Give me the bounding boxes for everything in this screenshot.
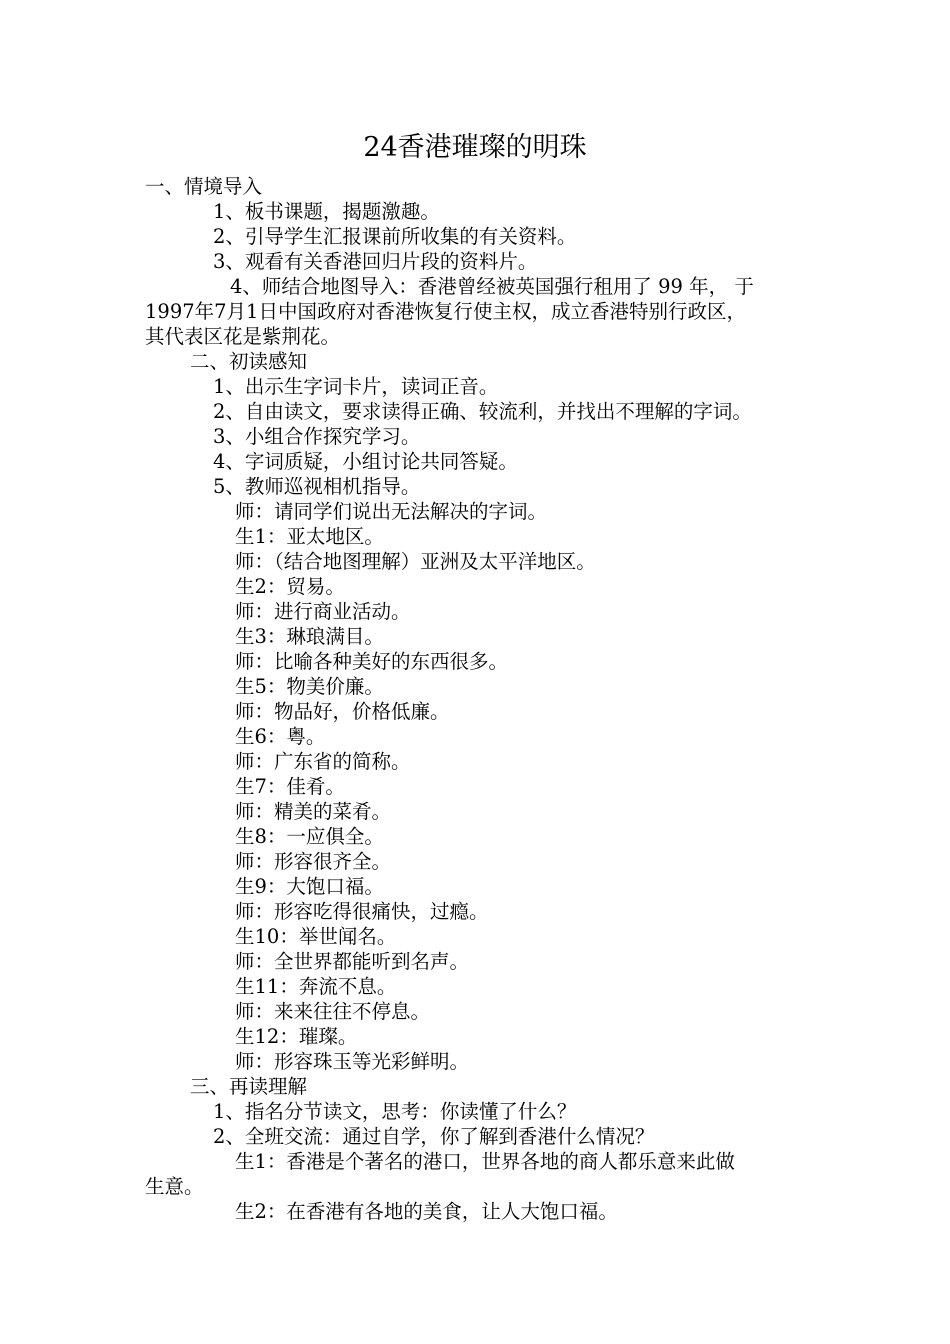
dialogue-line: 师：来来往往不停息。 bbox=[235, 1000, 431, 1023]
paragraph bbox=[145, 274, 825, 349]
list-item: 2、自由读文，要求读得正确、较流利，并找出不理解的字词。 bbox=[213, 400, 752, 423]
dialogue-line: 师：形容很齐全。 bbox=[235, 850, 392, 873]
list-item: 3、观看有关香港回归片段的资料片。 bbox=[213, 250, 538, 273]
dialogue-line: 生12：璀璨。 bbox=[235, 1025, 358, 1048]
dialogue-line: 师：物品好，价格低廉。 bbox=[235, 700, 450, 723]
section-heading: 二、初读感知 bbox=[190, 350, 308, 373]
section-heading: 三、再读理解 bbox=[190, 1075, 308, 1098]
dialogue-line: 生1：亚太地区。 bbox=[235, 525, 384, 548]
list-item: 2、引导学生汇报课前所收集的有关资料。 bbox=[213, 225, 577, 248]
section-heading: 一、情境导入 bbox=[145, 175, 263, 198]
paragraph-line: 生意。 bbox=[145, 1175, 204, 1198]
list-item: 3、小组合作探究学习。 bbox=[213, 425, 421, 448]
dialogue-line: 师：全世界都能听到名声。 bbox=[235, 950, 470, 973]
dialogue-line: 师：形容吃得很痛快，过瘾。 bbox=[235, 900, 489, 923]
paragraph-line: 其代表区花是紫荆花。 bbox=[145, 325, 341, 348]
list-item: 1、出示生字词卡片，读词正音。 bbox=[213, 375, 499, 398]
list-item: 4、字词质疑，小组讨论共同答疑。 bbox=[213, 450, 518, 473]
dialogue-line: 生6：粤。 bbox=[235, 725, 326, 748]
paragraph-line: 生1：香港是个著名的港口，世界各地的商人都乐意来此做 bbox=[235, 1150, 735, 1173]
dialogue-line: 师：广东省的简称。 bbox=[235, 750, 411, 773]
dialogue-line: 师：（结合地图理解）亚洲及太平洋地区。 bbox=[235, 550, 596, 573]
dialogue-line: 师：比喻各种美好的东西很多。 bbox=[235, 650, 509, 673]
paragraph-line: 1997年7月1日中国政府对香港恢复行使主权，成立香港特别行政区， bbox=[145, 300, 746, 323]
dialogue-line: 师：进行商业活动。 bbox=[235, 600, 411, 623]
list-item: 5、教师巡视相机指导。 bbox=[213, 475, 421, 498]
dialogue-line: 生2：在香港有各地的美食，让人大饱口福。 bbox=[235, 1200, 618, 1223]
dialogue-line: 生2：贸易。 bbox=[235, 575, 345, 598]
paragraph-line: 4、师结合地图导入：香港曾经被英国强行租用了 99 年， 于 bbox=[230, 275, 754, 298]
dialogue-line: 生9：大饱口福。 bbox=[235, 875, 384, 898]
dialogue-line: 师：请同学们说出无法解决的字词。 bbox=[235, 500, 548, 523]
dialogue-line: 生10：举世闻名。 bbox=[235, 925, 397, 948]
list-item: 1、指名分节读文，思考：你读懂了什么？ bbox=[213, 1100, 577, 1123]
dialogue-line: 生3：琳琅满目。 bbox=[235, 625, 384, 648]
dialogue-line: 生5：物美价廉。 bbox=[235, 675, 384, 698]
dialogue-line: 师：精美的菜肴。 bbox=[235, 800, 392, 823]
list-item: 2、全班交流：通过自学，你了解到香港什么情况？ bbox=[213, 1125, 655, 1148]
dialogue-line: 生7：佳肴。 bbox=[235, 775, 345, 798]
paragraph bbox=[145, 1149, 825, 1199]
page-title: 24香港璀璨的明珠 bbox=[363, 132, 587, 163]
dialogue-line: 生11：奔流不息。 bbox=[235, 975, 397, 998]
dialogue-line: 师：形容珠玉等光彩鲜明。 bbox=[235, 1050, 470, 1073]
list-item: 1、板书课题，揭题激趣。 bbox=[213, 200, 440, 223]
dialogue-line: 生8：一应俱全。 bbox=[235, 825, 384, 848]
